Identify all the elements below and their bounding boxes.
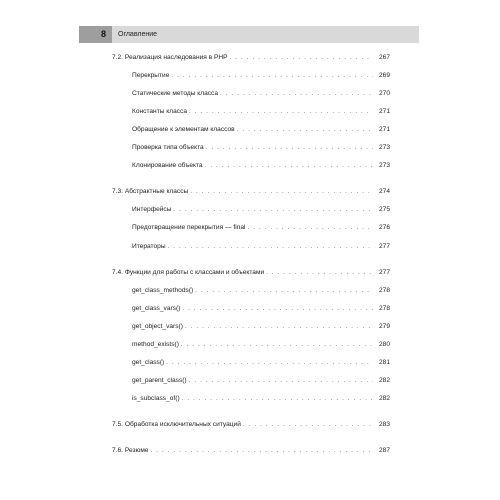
toc-entry-label: Статические методы класса (132, 90, 219, 97)
toc-entry-page: 273 (378, 144, 390, 151)
toc-entry (132, 222, 390, 234)
toc-entry-label: 7.2. Реализация наследования в PHP (112, 54, 228, 61)
toc-entry (132, 241, 390, 253)
toc-entry (112, 52, 390, 64)
toc-entry (132, 339, 390, 351)
toc-entry (132, 204, 390, 216)
dot-leader (182, 303, 373, 315)
toc-entry (112, 267, 390, 279)
toc-entry-page: 283 (378, 421, 390, 428)
toc-entry (132, 357, 390, 369)
dot-leader (168, 241, 373, 253)
toc-entry-page: 276 (378, 224, 390, 231)
toc-entry (132, 160, 390, 172)
toc-entry (112, 445, 390, 457)
toc-entry-label: Обращение к элементам классов (132, 126, 235, 133)
toc-entry-page: 278 (378, 305, 390, 312)
toc-entry-page: 274 (378, 188, 390, 195)
toc-entry-page: 267 (378, 54, 390, 61)
toc-entry-page: 269 (378, 72, 390, 79)
toc-entry-label: Перекрытие (132, 72, 170, 79)
toc-entry-page: 282 (378, 377, 390, 384)
dot-leader (171, 70, 373, 82)
toc-entry-label: get_class() (132, 359, 165, 366)
toc-entry-label: get_class_methods() (132, 287, 194, 294)
dot-leader (166, 357, 373, 369)
toc-entry-label: 7.4. Функции для работы с классами и объектами (112, 269, 265, 276)
toc-entry (132, 142, 390, 154)
toc-entry (132, 124, 390, 136)
dot-leader (243, 419, 373, 431)
toc-entry-page: 287 (378, 447, 390, 454)
toc-entry-page: 277 (378, 269, 390, 276)
toc-entry-label: is_subclass_of() (132, 395, 180, 402)
toc-entry (132, 393, 390, 405)
running-head: Оглавление (118, 31, 158, 38)
dot-leader (190, 186, 373, 198)
toc-entry (132, 321, 390, 333)
toc-entry-label: Проверка типа объекта (132, 144, 204, 151)
toc-entry-label: method_exists() (132, 341, 179, 348)
toc-entry-label: Итераторы (132, 243, 166, 250)
toc-entry-page: 277 (378, 243, 390, 250)
toc-entry-label: Предотвращение перекрытия — final (132, 224, 246, 231)
toc-entry-label: 7.3. Абстрактные классы (112, 188, 189, 195)
toc-entry (132, 70, 390, 82)
toc-entry-page: 271 (378, 108, 390, 115)
dot-leader (181, 339, 373, 351)
toc-entry-label: Клонирование объекта (132, 162, 203, 169)
dot-leader (230, 52, 373, 64)
dot-leader (189, 375, 373, 387)
toc-entry (112, 186, 390, 198)
toc-entry-page: 270 (378, 90, 390, 97)
dot-leader (173, 204, 373, 216)
toc-entry-label: get_object_vars() (132, 323, 183, 330)
dot-leader (185, 321, 373, 333)
dot-leader (182, 393, 373, 405)
dot-leader (195, 285, 373, 297)
toc-entry-label: 7.6. Резюме (112, 447, 149, 454)
toc-entry (112, 419, 390, 431)
dot-leader (266, 267, 373, 279)
toc-entry (132, 106, 390, 118)
toc-entry-page: 280 (378, 341, 390, 348)
dot-leader (206, 142, 373, 154)
toc-entry-label: get_class_vars() (132, 305, 181, 312)
toc-entry-page: 282 (378, 395, 390, 402)
toc-entry-label: Интерфейсы (132, 206, 172, 213)
page-number: 8 (79, 26, 112, 43)
dot-leader (189, 106, 373, 118)
dot-leader (151, 445, 373, 457)
dot-leader (220, 88, 373, 100)
toc-entry-page: 279 (378, 323, 390, 330)
toc-entry (132, 303, 390, 315)
toc-entry (132, 88, 390, 100)
toc-entry-label: Константы класса (132, 108, 188, 115)
toc-entry-page: 271 (378, 126, 390, 133)
toc-entry-page: 275 (378, 206, 390, 213)
toc-entry-page: 281 (378, 359, 390, 366)
dot-leader (205, 160, 373, 172)
dot-leader (237, 124, 373, 136)
toc-entry-page: 273 (378, 162, 390, 169)
toc-entry (132, 285, 390, 297)
toc-entry-label: 7.5. Обработка исключительных ситуаций (112, 421, 241, 428)
toc-entry-page: 278 (378, 287, 390, 294)
toc-entry-label: get_parent_class() (132, 377, 187, 384)
toc-entry (132, 375, 390, 387)
dot-leader (248, 222, 374, 234)
